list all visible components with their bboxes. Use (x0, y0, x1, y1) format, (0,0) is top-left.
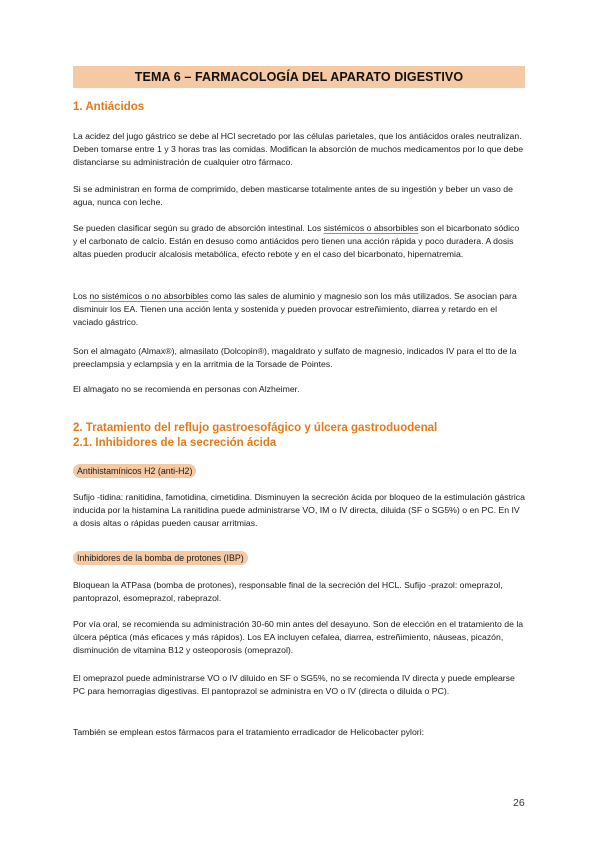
chapter-title-bar (73, 66, 525, 88)
topic-label-ibp: Inhibidores de la bomba de protones (IBP) (73, 551, 248, 565)
paragraph: Por vía oral, se recomienda su administración 30-60 min antes del desayuno. Son de elección en el tratamiento de la úlcera péptica (más eficaces y más rápidos). Los EA incluyen cefalea, diarrea, estreñimiento, náuseas, picazón, disminución de vitamina B12 y osteoporosis (omeprazol). (73, 619, 524, 655)
paragraph: El almagato no se recomienda en personas con Alzheimer. (73, 384, 300, 394)
paragraph: Son el almagato (Almax®), almasilato (Dolcopin®), magaldrato y sulfato de magnesio, indicados IV para el tto de la preeclampsia y eclampsia y en la arritmia de la Torsade de Pointes. (73, 346, 517, 369)
text-run: Se pueden clasificar según su grado de absorción intestinal. Los (73, 223, 324, 233)
paragraph (73, 290, 525, 329)
text-run: como las sales de aluminio y magnesio son los más utilizados. Se asocian para disminuir los EA. Tienen una acción lenta y sostenida y pueden provocar estreñimiento, diarrea y retardo en el vaciado gástrico. (73, 291, 517, 327)
section-heading-antiacidos: 1. Antiácidos (73, 101, 145, 113)
paragraph: También se emplean estos fármacos para el tratamiento erradicador de Helicobacter pylori: (73, 727, 425, 737)
paragraph: El omeprazol puede administrarse VO o IV diluido en SF o SG5%, no se recomienda IV directa y puede emplearse PC para hemorragias digestivas. El pantoprazol se administra en VO o IV (directa o diluida o PC). (73, 673, 515, 696)
topic-label-antih2: Antihistamínicos H2 (anti-H2) (73, 464, 196, 478)
page-number: 26 (513, 797, 525, 809)
chapter-title: TEMA 6 – FARMACOLOGÍA DEL APARATO DIGESTIVO (134, 70, 464, 84)
text-run: son el bicarbonato sódico y el carbonato de calcio. Están en desuso como antiácidos pero tienen una acción rápida y poco duradera. A dosis altas pueden producir alcalosis metabólica, efecto rebote y en el caso del bicarbonato, hipernatremia. (73, 223, 520, 259)
subsection-heading: 2.1. Inhibidores de la secreción ácida (73, 437, 277, 449)
paragraph (73, 222, 525, 261)
underlined-term: no sistémicos o no absorbibles (89, 291, 209, 301)
paragraph: Bloquean la ATPasa (bomba de protones), responsable final de la secreción del HCL. Sufijo -prazol: omeprazol, pantoprazol, esomeprazol, rabeprazol. (73, 580, 503, 603)
paragraph: Si se administran en forma de comprimido, deben masticarse totalmente antes de su ingestión y beber un vaso de agua, nunca con leche. (73, 184, 513, 207)
section-heading-reflujo: 2. Tratamiento del reflujo gastroesofágico y úlcera gastroduodenal (73, 422, 438, 434)
paragraph: La acidez del jugo gástrico se debe al HCl secretado por las células parietales, que los antiácidos orales neutralizan. Deben tomarse entre 1 y 3 horas tras las comidas. Modifican la absorción de muchos medicamentos por lo que debe distanciarse su administración de cualquier otro fármaco. (73, 131, 524, 167)
paragraph: Sufijo -tidina: ranitidina, famotidina, cimetidina. Disminuyen la secreción ácida por bloqueo de la estimulación gástrica inducida por la histamina La ranitidina puede administrarse VO, IM o IV directa, diluida (SF o SG5%) o en PC. En IV a dosis altas o rápidas pueden causar arritmias. (73, 492, 525, 528)
underlined-term: sistémicos o absorbibles (323, 223, 419, 233)
text-run: Los (73, 291, 90, 301)
